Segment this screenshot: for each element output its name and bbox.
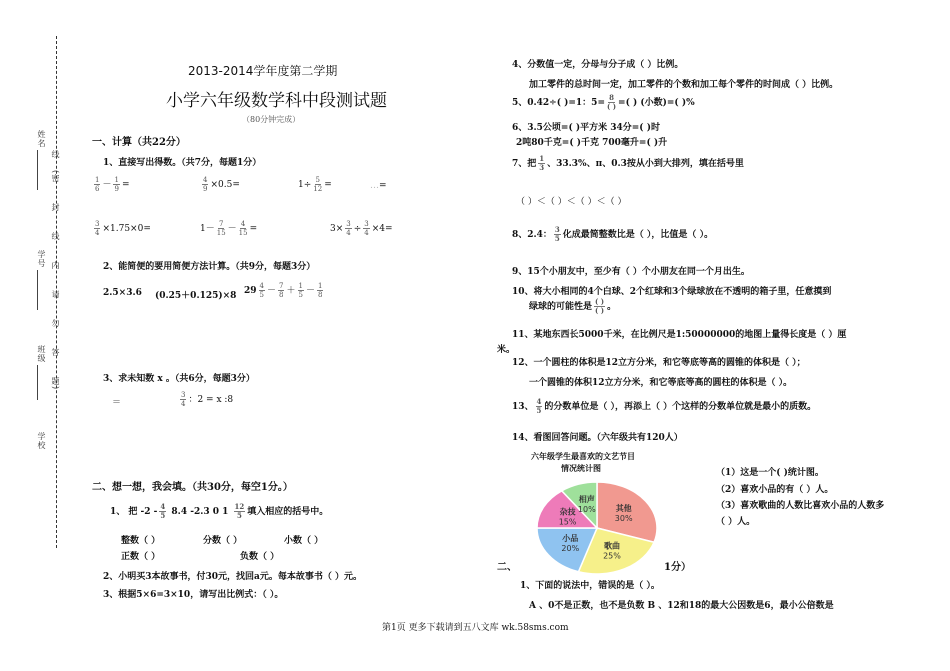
chart-title: 六年级学生最喜欢的文艺节目	[531, 452, 635, 461]
section3-heading-left: 二、	[497, 562, 517, 573]
q13: 13、 $\frac{4}{5}$ 的分数单位是（ ），再添上（ ）个这样的分数单位就是最小的质数。	[512, 397, 817, 415]
section1-heading: 一、计算（共22分）	[92, 137, 186, 148]
q2-item-a: 2.5×3.6	[103, 288, 142, 298]
q1-item-c: 1÷ $\frac{5}{12}$ =	[298, 176, 332, 193]
q11: 11、某地东西长5000千米，在比例尺是1:50000000的地图上量得长度是（ ）厘	[512, 330, 847, 340]
pie-chart	[535, 480, 659, 576]
pie-category-label: 杂技	[559, 507, 576, 517]
q2-item-b: (0.25＋0.125)×8	[155, 291, 237, 301]
q5: 5、0.42÷( )=1：5= $\frac{8}{( )}$ =( ) (小数)=( )%	[512, 93, 695, 111]
q14: 14、看图回答问题。（六年级共有120人）	[512, 433, 683, 443]
cut-line-mark: 线	[51, 150, 60, 159]
q2-instruction: 2、能简便的要用简便方法计算。（共9分，每题3分）	[103, 262, 316, 272]
pie-percent-label: 25%	[603, 551, 621, 561]
q1-item-f: 1－ $\frac{7}{15}$ － $\frac{4}{15}$ =	[200, 220, 258, 237]
q3-instruction: 3、求未知数 x 。（共6分，每题3分）	[103, 374, 255, 384]
pie-category-label: 小品	[562, 533, 579, 543]
q2-item-c: 29 $\frac{4}{5}$ － $\frac{7}{8}$ ＋ $\frac{1}{5}$ － $\frac{1}{8}$	[244, 282, 323, 299]
q3-item-b: $\frac{3}{4}$ ：2 = x :8	[181, 391, 234, 408]
pie-category-label: 歌曲	[603, 541, 620, 551]
name-label: 姓名	[37, 130, 46, 148]
seal-notice-char: 勿	[51, 318, 60, 328]
q1-item-b: $\frac{4}{9}$ ×0.5=	[203, 176, 240, 193]
class-label: 班级	[37, 345, 46, 363]
q12a: 12、一个圆柱的体积是12立方分米，和它等底等高的圆锥的体积是（ ）；	[512, 358, 806, 368]
integer-blank[interactable]: 整数（ ）	[121, 536, 161, 546]
name-underline	[37, 150, 38, 190]
school-label: 学校	[37, 432, 46, 450]
school-year: 2013-2014学年度第二学期	[188, 64, 338, 78]
s3-options: A 、0不是正数，也不是负数 B 、12和18的最大公因数是6，最小公倍数是	[529, 601, 834, 611]
exam-title: 小学六年级数学科中段测试题	[166, 91, 387, 111]
pie-percent-label: 30%	[614, 514, 633, 524]
section2-heading: 二、想一想，我会填。（共30分，每空1分。）	[92, 482, 293, 493]
seal-notice-char: 线	[51, 232, 60, 242]
section3-heading-right: 1分）	[664, 562, 691, 573]
decimal-blank[interactable]: 小数（ ）	[284, 536, 324, 546]
pie-category-label: 相声	[578, 494, 595, 504]
q1-item-d: …=	[370, 181, 387, 191]
s2-q2: 2、小明买3本故事书，付30元，找回a元。每本故事书（ ）元。	[103, 572, 363, 582]
q12b: 一个圆锥的体积12立方分米，和它等底等高的圆柱的体积是（ ）。	[529, 378, 793, 388]
q1-item-g: 3× $\frac{3}{4}$ ÷ $\frac{3}{4}$ ×4=	[330, 220, 393, 237]
exam-time: （80分钟完成）	[242, 115, 301, 124]
page-footer: 第1页 更多下载请到五八文库 wk.58sms.com	[382, 623, 569, 633]
q7-ordering-blanks[interactable]: （ ）＜（ ）＜（ ）＜（ ）	[516, 197, 627, 207]
pie-percent-label: 10%	[577, 504, 596, 514]
q1-item-a: $\frac{1}{6}$ － $\frac{1}{9}$ =	[95, 176, 130, 193]
q4: 4、分数值一定，分母与分子成（ ）比例。	[512, 60, 684, 70]
q9: 9、15个小朋友中，至少有（ ）个小朋友在同一个月出生。	[512, 267, 750, 277]
class-underline	[37, 365, 38, 400]
q1-instruction: 1、直接写出得数。（共7分，每题1分）	[103, 158, 262, 168]
pie-category-label: 其他	[615, 504, 632, 514]
q11b: 米。	[497, 345, 516, 355]
s2-q3: 3、根据5×6=3×10，请写出比例式：（ ）。	[103, 590, 284, 600]
seat-underline	[37, 270, 38, 310]
negative-blank[interactable]: 负数（ ）	[240, 552, 280, 562]
positive-blank[interactable]: 正数（ ）	[121, 552, 161, 562]
pie-percent-label: 20%	[561, 543, 580, 553]
q7: 7、把 $\frac{1}{3}$ 、33.3%、π、0.3按从小到大排列，填在括号里	[512, 154, 744, 172]
q14-sub3: （3）喜欢歌曲的人数比喜欢小品的人数多	[716, 501, 885, 511]
seal-notice-char: 封	[51, 203, 60, 213]
fraction-blank[interactable]: 分数（ ）	[203, 536, 243, 546]
pie-percent-label: 15%	[558, 517, 577, 527]
s3-q1: 1、下面的说法中，错误的是（ ）。	[520, 581, 660, 591]
q14-sub3b: （ ）人。	[716, 517, 756, 527]
q8: 8、2.4： $\frac{3}{5}$ 化成最简整数比是（ ），比值是（ ）。	[512, 225, 714, 243]
seal-notice-char: 内	[51, 260, 60, 270]
q4b: 加工零件的总时间一定，加工零件的个数和加工每个零件的时间成（ ）比例。	[529, 80, 839, 90]
q10b: 绿球的可能性是 $\frac{( )}{( )}$ 。	[529, 297, 617, 315]
s2-q1: 1、 把 -2 - $\frac{4}{5}$ 8.4 -2.3 0 1 $\frac{12}{5}$ 填入相应的括号中。	[110, 502, 329, 520]
seal-notice-char: (密	[51, 170, 60, 184]
seat-label: 学号	[37, 250, 46, 268]
seal-notice-char: 题)	[51, 376, 60, 390]
q14-sub2: （2）喜欢小品的有（ ）人。	[716, 485, 834, 495]
q6b: 2吨80千克=( )千克 700毫升=( )升	[516, 138, 668, 148]
chart-subtitle: 情况统计图	[561, 464, 601, 473]
q10a: 10、将大小相同的4个白球、2个红球和3个绿球放在不透明的箱子里，任意摸到	[512, 287, 832, 297]
q1-item-e: $\frac{3}{4}$ ×1.75×0=	[95, 220, 151, 237]
seal-notice	[50, 170, 61, 390]
q3-item-a: ＝	[112, 398, 122, 408]
q14-sub1: （1）这是一个( )统计图。	[716, 468, 824, 478]
q6a: 6、3.5公顷=( )平方米 34分=( )时	[512, 123, 660, 133]
seal-notice-char: 答	[51, 347, 60, 357]
seal-notice-char: 请	[51, 289, 60, 299]
